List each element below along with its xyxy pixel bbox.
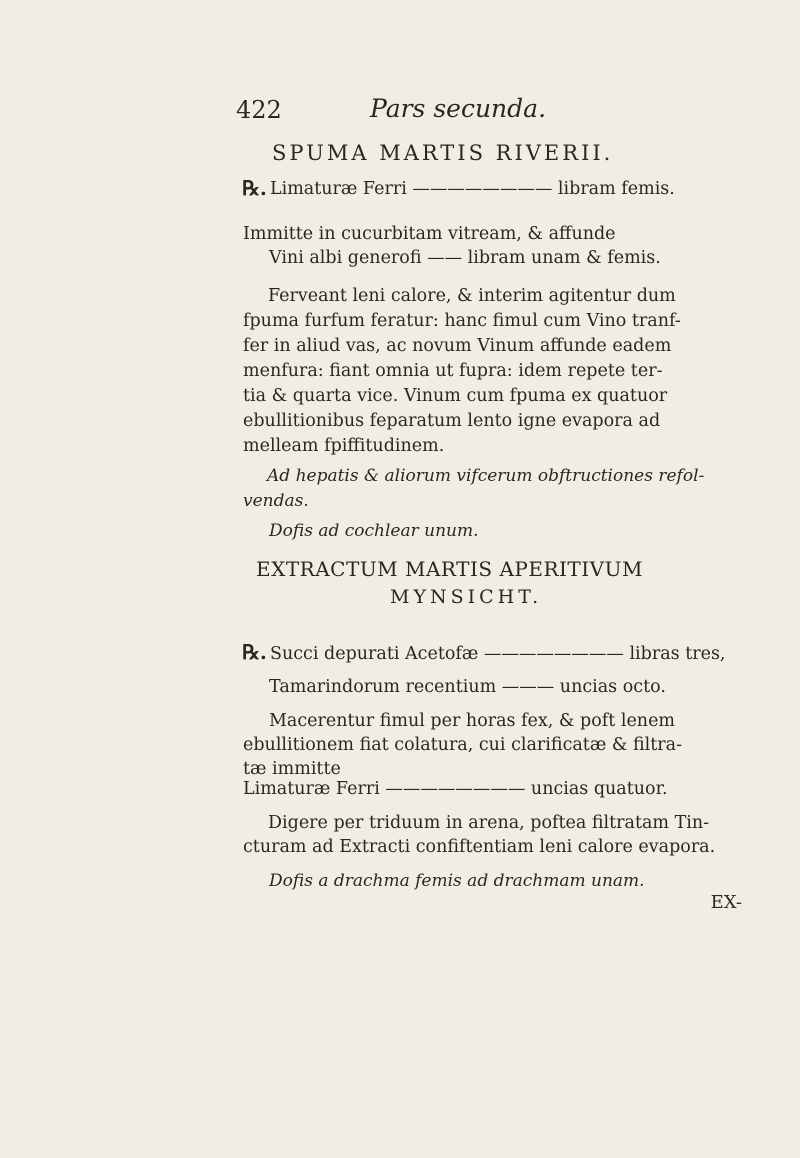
catchword: EX- [710,892,742,913]
paragraph-line: Digere per triduum in arena, poftea filtratam Tin- [268,813,710,833]
ingredient-line: Limaturæ Ferri ———————— uncias quatuor. [243,779,668,799]
instruction-line: Immitte in cucurbitam vitream, & affunde [243,224,616,244]
paragraph-line: cturam ad Extracti confiftentiam leni calore evapora. [243,837,716,857]
paragraph-line: Ferveant leni calore, & interim agitentur dum [268,286,676,306]
author-name: MYNSICHT. [390,586,543,608]
dose-line: Dofis ad cochlear unum. [269,521,479,541]
recipe-symbol: ℞. [242,176,267,200]
recipe-title: EXTRACTUM MARTIS APERITIVUM [256,557,643,581]
paragraph-line: tæ immitte [243,759,341,779]
ingredient-line: Vini albi generofi —— libram unam & femis. [269,248,661,268]
ingredient-line: Tamarindorum recentium ——— uncias octo. [269,677,666,697]
ingredient-line: Limaturæ Ferri ———————— libram femis. [270,179,675,199]
ingredient-line: Succi depurati Acetofæ ———————— libras tres, [270,644,726,664]
recipe-title: SPUMA MARTIS RIVERII. [272,141,614,165]
paragraph-line: fer in aliud vas, ac novum Vinum affunde eadem [243,336,672,356]
indication-line: Ad hepatis & aliorum vifcerum obftructiones refol- [267,466,705,486]
dose-line: Dofis a drachma femis ad drachmam unam. [269,871,645,891]
paragraph-line: ebullitionibus feparatum lento igne evapora ad [243,411,661,431]
paragraph-line: ebullitionem fiat colatura, cui clarificatæ & filtra- [243,735,682,755]
recipe-symbol: ℞. [242,640,267,664]
paragraph-line: fpuma furfum feratur: hanc fimul cum Vino tranf- [243,311,681,331]
indication-line: vendas. [243,491,309,511]
running-title: Pars secunda. [370,94,547,123]
paragraph-line: tia & quarta vice. Vinum cum fpuma ex quatuor [243,386,668,406]
paragraph-line: melleam fpiffitudinem. [243,436,445,456]
paragraph-line: Macerentur fimul per horas fex, & poft lenem [269,711,676,731]
page-number: 422 [236,96,282,124]
paragraph-line: menfura: fiant omnia ut fupra: idem repete ter- [243,361,663,381]
